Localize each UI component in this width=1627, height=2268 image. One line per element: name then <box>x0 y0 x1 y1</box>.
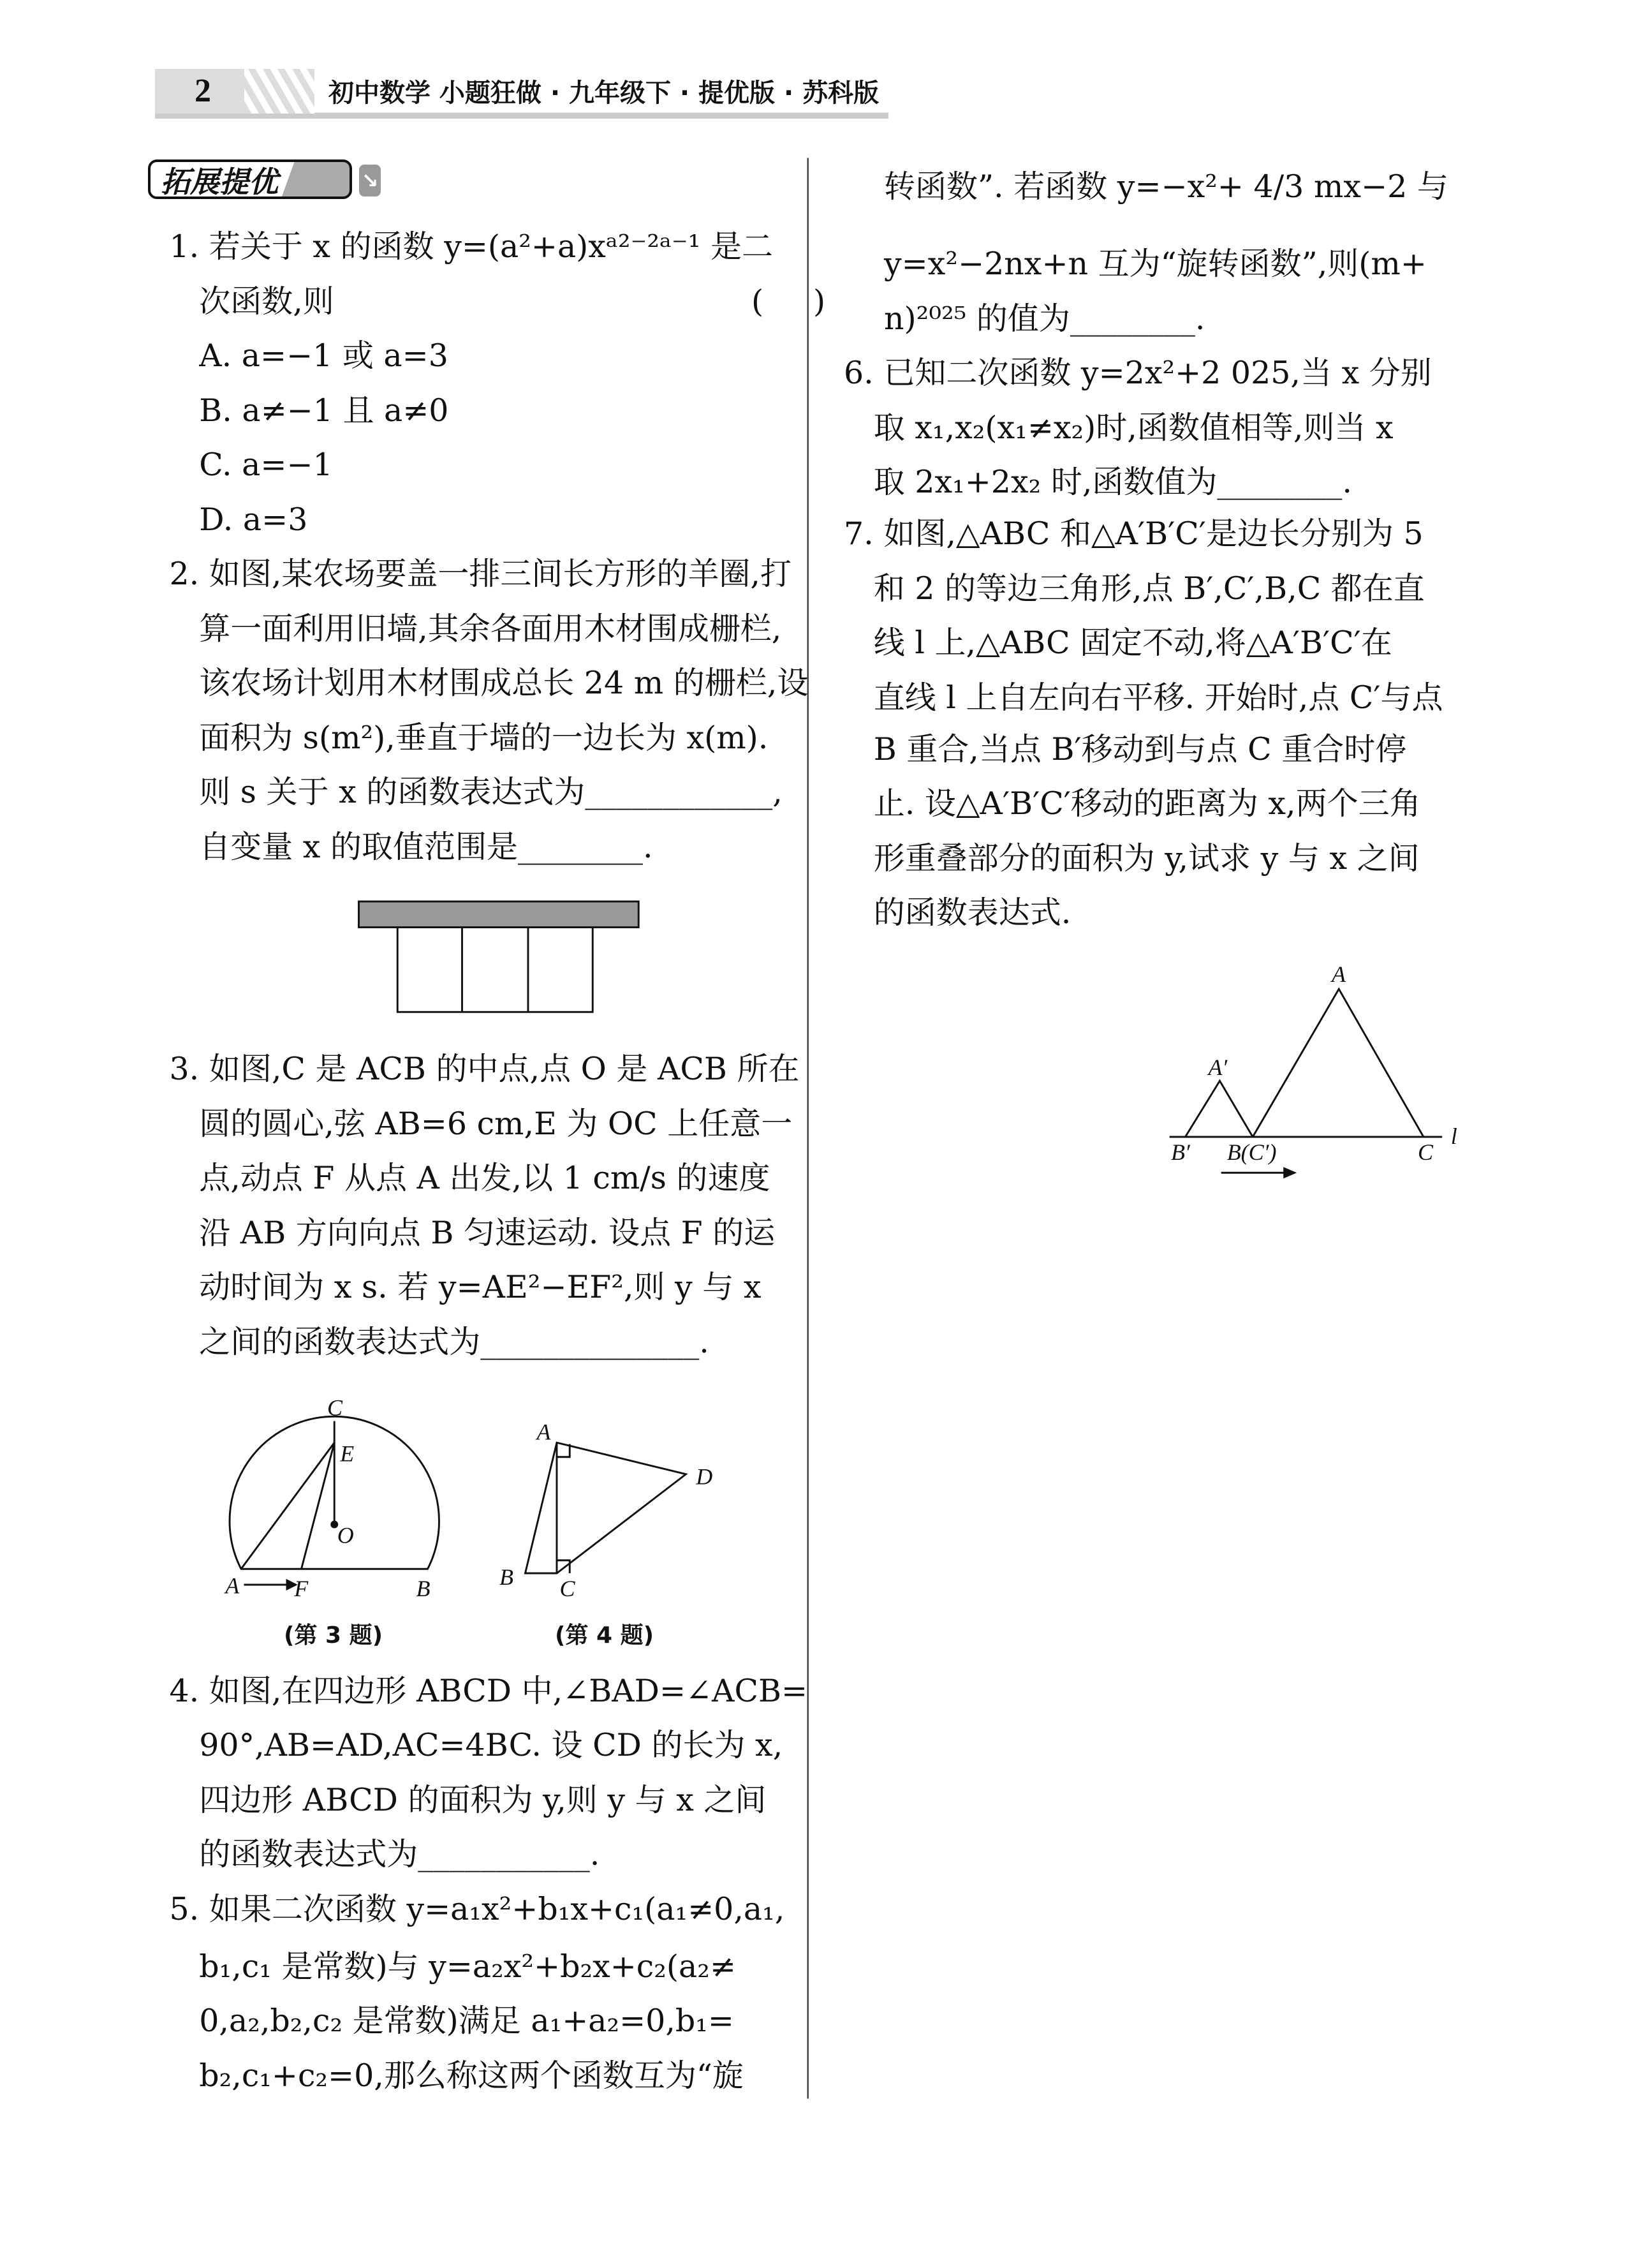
text-line: 线 l 上,△ABC 固定不动,将△A′B′C′在 <box>844 625 1392 661</box>
fig7-label-b-prime: B′ <box>1170 1139 1190 1165</box>
fig7-label-a: A <box>1331 961 1346 988</box>
text-line: 次函数,则 ( ) <box>169 283 826 320</box>
text-line: 2. 如图,某农场要盖一排三间长方形的羊圈,打 <box>169 556 791 592</box>
text-line: 4. 如图,在四边形 ABCD 中,∠BAD=∠ACB= <box>169 1672 808 1709</box>
figure-4-quadrilateral <box>525 1442 686 1573</box>
page-number: 2 <box>155 69 251 114</box>
text-line: 的函数表达式为___________. <box>169 1836 600 1872</box>
arrow-down-right-icon: ↘ <box>359 165 381 196</box>
text-line: C. a=−1 <box>169 447 333 483</box>
text-line: 转函数”. 若函数 y=−x²+ 4/3 mx−2 与 <box>884 168 1448 205</box>
fig7-label-a-prime: A′ <box>1208 1055 1228 1081</box>
text-line: D. a=3 <box>169 501 308 538</box>
text-line: 该农场计划用木材围成总长 24 m 的栅栏,设 <box>169 665 809 701</box>
text-line: 7. 如图,△ABC 和△A′B′C′是边长分别为 5 <box>844 515 1424 552</box>
text-line: 四边形 ABCD 的面积为 y,则 y 与 x 之间 <box>169 1781 767 1818</box>
figure-2-fence <box>358 901 638 1012</box>
text-line: 面积为 s(m²),垂直于墙的一边长为 x(m). <box>169 719 769 756</box>
fig4-label-b: B <box>499 1564 513 1590</box>
text-line: 90°,AB=AD,AC=4BC. 设 CD 的长为 x, <box>169 1727 783 1763</box>
book-title: 初中数学 小题狂做 · 九年级下 · 提优版 · 苏科版 <box>328 78 880 108</box>
text-line: 6. 已知二次函数 y=2x²+2 025,当 x 分别 <box>844 355 1432 391</box>
fig4-caption: (第 4 题) <box>555 1622 654 1649</box>
fig4-label-c: C <box>559 1575 575 1601</box>
text-line: 取 x₁,x₂(x₁≠x₂)时,函数值相等,则当 x <box>844 409 1394 446</box>
fig3-caption: (第 3 题) <box>284 1622 383 1649</box>
figure-3-circle <box>230 1416 439 1589</box>
text-line: 算一面利用旧墙,其余各面用木材围成栅栏, <box>169 610 782 647</box>
figure-7-triangles <box>1170 989 1442 1177</box>
text-line: y=x²−2nx+n 互为“旋转函数”,则(m+ <box>884 246 1427 282</box>
section-title: 拓展提优 <box>148 159 352 199</box>
text-line: B 重合,当点 B′移动到与点 C 重合时停 <box>844 730 1407 767</box>
text-line: b₁,c₁ 是常数)与 y=a₂x²+b₂x+c₂(a₂≠ <box>169 1948 736 1985</box>
text-line: A. a=−1 或 a=3 <box>169 337 448 374</box>
fig7-label-b-c-prime: B(C′) <box>1226 1139 1277 1165</box>
text-line: 之间的函数表达式为______________. <box>169 1323 709 1360</box>
text-line: 形重叠部分的面积为 y,试求 y 与 x 之间 <box>844 840 1420 877</box>
fig3-label-c: C <box>327 1395 343 1421</box>
fig4-label-d: D <box>696 1464 713 1490</box>
fig3-label-o: O <box>337 1522 354 1548</box>
text-line: 1. 若关于 x 的函数 y=(a²+a)xᵃ²⁻²ᵃ⁻¹ 是二 <box>169 228 773 265</box>
text-line: 止. 设△A′B′C′移动的距离为 x,两个三角 <box>844 785 1421 822</box>
text-line: 自变量 x 的取值范围是________. <box>169 828 653 865</box>
text-line: 5. 如果二次函数 y=a₁x²+b₁x+c₁(a₁≠0,a₁, <box>169 1890 785 1927</box>
text-line: 动时间为 x s. 若 y=AE²−EF²,则 y 与 x <box>169 1269 762 1306</box>
fig7-label-l: l <box>1450 1123 1457 1150</box>
fig3-label-e: E <box>340 1441 355 1467</box>
text-line: 和 2 的等边三角形,点 B′,C′,B,C 都在直 <box>844 570 1425 607</box>
text-line: 点,动点 F 从点 A 出发,以 1 cm/s 的速度 <box>169 1160 770 1197</box>
text-line: b₂,c₁+c₂=0,那么称这两个函数互为“旋 <box>169 2057 744 2094</box>
text-line: 3. 如图,C 是 ACB 的中点,点 O 是 ACB 所在 <box>169 1051 800 1088</box>
text-line: B. a≠−1 且 a≠0 <box>169 392 449 429</box>
text-line: 则 s 关于 x 的函数表达式为____________, <box>169 774 783 810</box>
text-line: 沿 AB 方向向点 B 匀速运动. 设点 F 的运 <box>169 1214 776 1251</box>
text-line: 取 2x₁+2x₂ 时,函数值为________. <box>844 464 1352 500</box>
text-line: 0,a₂,b₂,c₂ 是常数)满足 a₁+a₂=0,b₁= <box>169 2003 734 2039</box>
fig3-label-b: B <box>416 1575 431 1601</box>
text-line: n)²⁰²⁵ 的值为________. <box>884 300 1205 337</box>
fig4-label-a: A <box>536 1419 551 1445</box>
text-line: 的函数表达式. <box>844 894 1071 931</box>
fig3-label-f: F <box>294 1575 309 1601</box>
fig7-label-c: C <box>1417 1139 1433 1165</box>
text-line: 直线 l 上自左向右平移. 开始时,点 C′与点 <box>844 679 1443 716</box>
fig3-label-a: A <box>225 1573 240 1599</box>
text-line: 圆的圆心,弦 AB=6 cm,E 为 OC 上任意一 <box>169 1105 793 1142</box>
